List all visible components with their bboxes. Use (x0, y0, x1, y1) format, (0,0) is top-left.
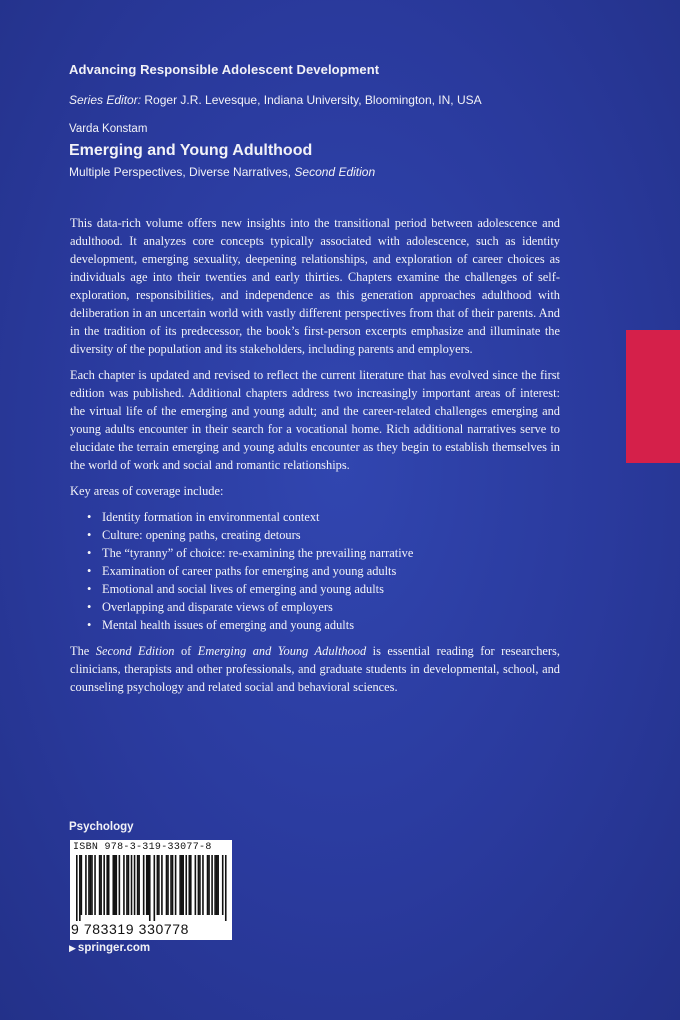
barcode-bar (207, 855, 209, 915)
subtitle-text: Multiple Perspectives, Diverse Narratives, (69, 165, 295, 179)
barcode-bar (208, 855, 210, 915)
barcode-bar (108, 855, 110, 915)
barcode-bar (106, 855, 108, 915)
closing-text: The (70, 644, 96, 658)
series-editor-label: Series Editor: (69, 93, 142, 107)
barcode-bar (211, 855, 213, 915)
barcode-bar (202, 855, 204, 915)
author-name: Varda Konstam (69, 123, 148, 135)
barcode-bar (199, 855, 201, 915)
edition-text: Second Edition (294, 165, 376, 179)
barcode-bar (91, 855, 93, 915)
barcode-bar (126, 855, 128, 915)
barcode-bar (103, 855, 105, 915)
barcode-bar (81, 855, 83, 915)
barcode-bar (149, 855, 151, 921)
barcode-bar (112, 855, 114, 915)
barcode-bar (170, 855, 172, 915)
coverage-intro: Key areas of coverage include: (70, 484, 224, 498)
barcode-bar (99, 855, 101, 915)
closing-emphasis: Second Edition (95, 644, 175, 658)
barcode-bar (143, 855, 145, 915)
barcode-bar (158, 855, 160, 915)
barcode-bar (100, 855, 102, 915)
barcode-bar (182, 855, 184, 915)
barcode-bar (94, 855, 96, 915)
barcode-bar (76, 855, 78, 921)
barcode-bar (190, 855, 192, 915)
barcode-bar (79, 855, 81, 921)
coverage-item: • Emotional and social lives of emerging and young adults (102, 580, 560, 598)
description-paragraph: This data-rich volume offers new insights into the transitional period between adolescence and adulthood. It analyzes core concepts typically associated with adolescence, such as identity development, emerging sexuality, deepening relationships, and exploration of career choices as individuals age into their twenties and early thirties. Chapters examine the challenges of self-exploration, responsibilities, and independence as this generation approaches adulthood with deliberation in an uncertain world with vastly different perspectives from that of their parents. And in the tradition of its predecessor, the book’s first-person excerpts emphasize and illuminate the diversity of the population and its stakeholders, including parents and employers. (70, 216, 560, 356)
barcode-bar (222, 855, 224, 915)
barcode-bar (88, 855, 90, 915)
description (70, 214, 560, 704)
barcode-bar (147, 855, 149, 915)
barcode-bar (195, 855, 197, 915)
barcode-bar (90, 855, 92, 915)
barcode-bar (137, 855, 139, 915)
isbn-text: ISBN 978-3-319-33077-8 (73, 842, 212, 853)
closing-text: of (174, 644, 198, 658)
barcode-bar (146, 855, 148, 915)
closing-emphasis: Emerging and Young Adulthood (197, 644, 367, 658)
barcode-bar (161, 855, 163, 915)
barcode-bar (138, 855, 140, 915)
barcode-bar (167, 855, 169, 915)
barcode-bar (172, 855, 174, 915)
series-title: Advancing Responsible Adolescent Development (69, 62, 380, 77)
accent-tab (626, 330, 680, 463)
barcode-bar (157, 855, 159, 915)
book-title: Emerging and Young Adulthood (69, 142, 313, 159)
coverage-item: • Mental health issues of emerging and young adults (102, 616, 560, 634)
coverage-item: • Identity formation in environmental context (102, 508, 560, 526)
barcode-bar (225, 855, 227, 921)
barcode-bar (128, 855, 130, 915)
barcode-bar (131, 855, 133, 915)
coverage-item: • Culture: opening paths, creating detours (102, 526, 560, 544)
barcode-bar (116, 855, 118, 915)
barcode-image (76, 855, 228, 921)
coverage-item: • The “tyranny” of choice: re-examining the prevailing narrative (102, 544, 560, 562)
right-arrow-icon: ▶ (69, 943, 76, 953)
barcode-bar (188, 855, 190, 915)
publisher-url: springer.com (77, 942, 151, 954)
ean-digits: 9 783319 330778 (71, 921, 189, 937)
barcode-bar (175, 855, 177, 915)
publisher-link[interactable] (69, 942, 150, 954)
description-paragraph: Each chapter is updated and revised to reflect the current literature that has evolved since the first edition was published. Additional chapters address two increasingly important areas of interest: the virtual life of the emerging and young adult; and the career-related challenges emerging and young adults encounter in their search for a vocational home. Rich additional narratives serve to elucidate the terrain emerging and young adults encounter as they begin to establish themselves in the world of work and social and romantic relationships. (70, 368, 560, 472)
barcode-bar (216, 855, 218, 915)
barcode-bar (154, 855, 156, 921)
barcode-bar (119, 855, 121, 915)
barcode-bar (217, 855, 219, 915)
barcode-bar (198, 855, 200, 915)
barcode-bar (134, 855, 136, 915)
barcode-bar (214, 855, 216, 915)
category-label: Psychology (69, 821, 134, 833)
book-subtitle (69, 165, 375, 179)
closing-text: is essential reading for researchers, clinicians, therapists and other professionals, and graduate students in developmental, school, and counseling psychology and related social and behavioral sciences. (70, 644, 560, 694)
barcode-bar (185, 855, 187, 915)
series-editor-name: Roger J.R. Levesque, Indiana University, Bloomington, IN, USA (144, 93, 482, 107)
barcode-bar (85, 855, 87, 915)
barcode-bar (114, 855, 116, 915)
isbn-barcode (70, 840, 232, 940)
coverage-item: • Examination of career paths for emerging and young adults (102, 562, 560, 580)
series-editor (69, 93, 482, 107)
barcode-bar (123, 855, 125, 915)
closing-paragraph (70, 642, 560, 696)
coverage-item: • Overlapping and disparate views of employers (102, 598, 560, 616)
coverage-list (70, 508, 560, 634)
barcode-bar (179, 855, 181, 915)
barcode-bar (181, 855, 183, 915)
barcode-bar (166, 855, 168, 915)
